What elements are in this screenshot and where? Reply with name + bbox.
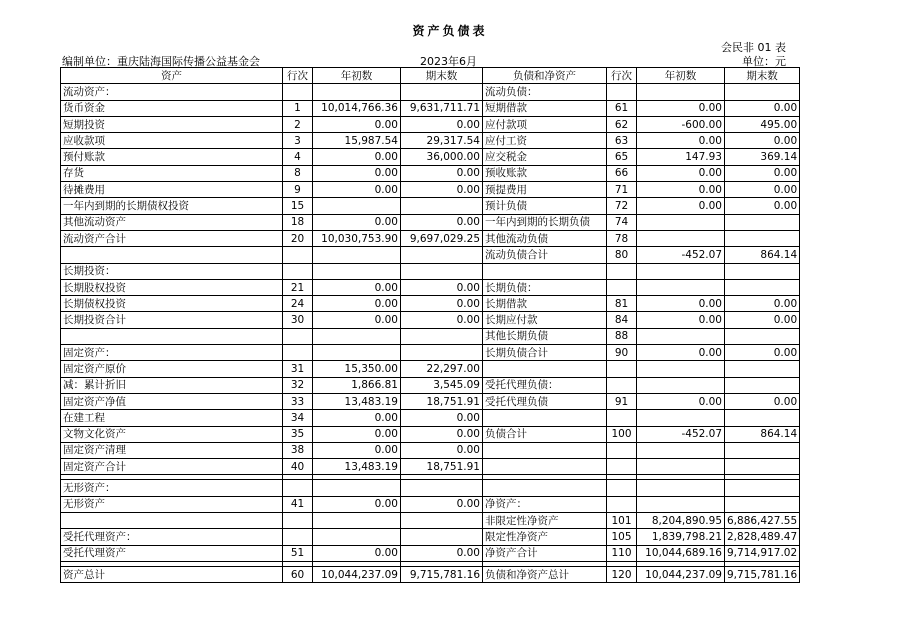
liability-line-cell: 91 — [607, 393, 637, 409]
asset-line-cell: 15 — [283, 198, 313, 214]
asset-closing-cell — [401, 328, 483, 344]
liability-item-cell: 限定性净资产 — [483, 529, 607, 545]
asset-closing-cell: 18,751.91 — [401, 393, 483, 409]
liability-line-cell: 65 — [607, 149, 637, 165]
liability-opening-cell: 8,204,890.95 — [637, 513, 725, 529]
liability-closing-cell: 0.00 — [725, 100, 800, 116]
liability-item-cell: 净资产： — [483, 496, 607, 512]
liability-opening-cell: 0.00 — [637, 296, 725, 312]
asset-line-cell: 35 — [283, 426, 313, 442]
asset-opening-cell: 15,987.54 — [313, 133, 401, 149]
liability-opening-cell — [637, 263, 725, 279]
asset-closing-cell: 9,697,029.25 — [401, 230, 483, 246]
liability-opening-cell — [637, 230, 725, 246]
liability-closing-cell — [725, 496, 800, 512]
report-title: 资产负债表 — [412, 24, 488, 38]
asset-line-cell: 41 — [283, 496, 313, 512]
liability-closing-cell — [725, 480, 800, 496]
asset-opening-cell: 0.00 — [313, 442, 401, 458]
liability-line-cell: 110 — [607, 545, 637, 561]
liability-closing-cell: 0.00 — [725, 312, 800, 328]
liability-item-cell: 预收账款 — [483, 165, 607, 181]
liability-closing-cell: 0.00 — [725, 182, 800, 198]
asset-closing-cell: 0.00 — [401, 214, 483, 230]
asset-line-cell: 1 — [283, 100, 313, 116]
liability-item-cell — [483, 361, 607, 377]
liability-opening-cell: 10,044,237.09 — [637, 566, 725, 582]
liability-line-cell: 84 — [607, 312, 637, 328]
table-row — [61, 279, 800, 295]
table-row — [61, 361, 800, 377]
liability-line-cell: 78 — [607, 230, 637, 246]
table-row — [61, 100, 800, 116]
liability-item-cell — [483, 459, 607, 475]
liability-item-cell — [483, 480, 607, 496]
asset-item-cell: 固定资产清理 — [61, 442, 283, 458]
liability-line-cell: 105 — [607, 529, 637, 545]
asset-closing-cell — [401, 247, 483, 263]
liability-closing-cell: 495.00 — [725, 116, 800, 132]
asset-item-cell: 无形资产： — [61, 480, 283, 496]
liability-line-cell: 101 — [607, 513, 637, 529]
asset-opening-cell: 10,044,237.09 — [313, 566, 401, 582]
liability-closing-cell — [725, 377, 800, 393]
asset-closing-cell — [401, 198, 483, 214]
asset-opening-cell: 15,350.00 — [313, 361, 401, 377]
liability-opening-cell: 0.00 — [637, 165, 725, 181]
table-row — [61, 247, 800, 263]
asset-line-cell: 31 — [283, 361, 313, 377]
liability-opening-cell: 147.93 — [637, 149, 725, 165]
liability-opening-cell: 1,839,798.21 — [637, 529, 725, 545]
liability-opening-cell — [637, 84, 725, 100]
asset-item-cell: 流动资产合计 — [61, 230, 283, 246]
currency-unit: 单位：元 — [742, 55, 786, 68]
asset-opening-cell: 10,014,766.36 — [313, 100, 401, 116]
table-row — [61, 263, 800, 279]
asset-line-cell: 38 — [283, 442, 313, 458]
table-row — [61, 496, 800, 512]
asset-item-cell: 存货 — [61, 165, 283, 181]
asset-opening-cell — [313, 328, 401, 344]
asset-closing-cell: 0.00 — [401, 496, 483, 512]
asset-closing-cell: 18,751.91 — [401, 459, 483, 475]
asset-item-cell: 预付账款 — [61, 149, 283, 165]
table-row — [61, 165, 800, 181]
asset-line-cell: 34 — [283, 410, 313, 426]
liability-closing-cell — [725, 214, 800, 230]
liability-item-cell: 应付工资 — [483, 133, 607, 149]
asset-opening-cell — [313, 529, 401, 545]
liability-item-cell — [483, 442, 607, 458]
header-assets: 资产 — [61, 68, 283, 84]
asset-item-cell: 固定资产净值 — [61, 393, 283, 409]
asset-item-cell: 在建工程 — [61, 410, 283, 426]
liability-line-cell — [607, 84, 637, 100]
asset-closing-cell — [401, 480, 483, 496]
asset-line-cell — [283, 529, 313, 545]
asset-closing-cell — [401, 263, 483, 279]
asset-opening-cell: 13,483.19 — [313, 393, 401, 409]
table-row — [61, 182, 800, 198]
asset-item-cell: 长期债权投资 — [61, 296, 283, 312]
asset-opening-cell: 0.00 — [313, 116, 401, 132]
asset-closing-cell: 0.00 — [401, 296, 483, 312]
table-row — [61, 133, 800, 149]
liability-closing-cell: 369.14 — [725, 149, 800, 165]
asset-opening-cell: 0.00 — [313, 214, 401, 230]
liability-closing-cell — [725, 230, 800, 246]
liability-opening-cell: -600.00 — [637, 116, 725, 132]
asset-line-cell: 33 — [283, 393, 313, 409]
asset-item-cell: 应收款项 — [61, 133, 283, 149]
liability-line-cell: 80 — [607, 247, 637, 263]
liability-line-cell: 62 — [607, 116, 637, 132]
liability-closing-cell: 6,886,427.55 — [725, 513, 800, 529]
liability-item-cell: 受托代理负债 — [483, 393, 607, 409]
header-liabilities: 负债和净资产 — [483, 68, 607, 84]
liability-closing-cell: 9,714,917.02 — [725, 545, 800, 561]
liability-item-cell: 受托代理负债： — [483, 377, 607, 393]
asset-opening-cell: 0.00 — [313, 545, 401, 561]
asset-item-cell: 受托代理资产： — [61, 529, 283, 545]
liability-closing-cell — [725, 328, 800, 344]
table-row — [61, 214, 800, 230]
report-period: 2023年6月 — [420, 55, 477, 68]
balance-sheet-table — [60, 67, 800, 583]
asset-line-cell: 24 — [283, 296, 313, 312]
asset-opening-cell: 0.00 — [313, 426, 401, 442]
liability-line-cell: 81 — [607, 296, 637, 312]
liability-opening-cell: -452.07 — [637, 247, 725, 263]
liability-opening-cell: 0.00 — [637, 133, 725, 149]
table-row — [61, 345, 800, 361]
asset-item-cell: 固定资产合计 — [61, 459, 283, 475]
table-row — [61, 513, 800, 529]
liability-item-cell: 短期借款 — [483, 100, 607, 116]
asset-item-cell: 固定资产： — [61, 345, 283, 361]
liability-item-cell: 应交税金 — [483, 149, 607, 165]
asset-item-cell: 待摊费用 — [61, 182, 283, 198]
table-row — [61, 480, 800, 496]
table-row — [61, 393, 800, 409]
liability-item-cell: 负债合计 — [483, 426, 607, 442]
asset-line-cell: 60 — [283, 566, 313, 582]
liability-item-cell — [483, 263, 607, 279]
asset-line-cell — [283, 263, 313, 279]
table-row — [61, 328, 800, 344]
table-row — [61, 296, 800, 312]
asset-item-cell — [61, 247, 283, 263]
liability-opening-cell — [637, 459, 725, 475]
liability-opening-cell: 0.00 — [637, 198, 725, 214]
asset-item-cell: 长期投资合计 — [61, 312, 283, 328]
liability-opening-cell: 0.00 — [637, 345, 725, 361]
liability-item-cell — [483, 410, 607, 426]
asset-closing-cell: 0.00 — [401, 165, 483, 181]
asset-item-cell: 其他流动资产 — [61, 214, 283, 230]
asset-closing-cell: 0.00 — [401, 426, 483, 442]
asset-closing-cell: 0.00 — [401, 312, 483, 328]
asset-closing-cell: 3,545.09 — [401, 377, 483, 393]
asset-item-cell: 短期投资 — [61, 116, 283, 132]
liability-closing-cell: 864.14 — [725, 247, 800, 263]
liability-line-cell — [607, 410, 637, 426]
liability-item-cell: 预计负债 — [483, 198, 607, 214]
table-row — [61, 149, 800, 165]
liability-opening-cell: 0.00 — [637, 312, 725, 328]
asset-closing-cell: 0.00 — [401, 182, 483, 198]
asset-closing-cell: 9,715,781.16 — [401, 566, 483, 582]
asset-item-cell — [61, 513, 283, 529]
liability-item-cell: 其他长期负债 — [483, 328, 607, 344]
header-line-no: 行次 — [283, 68, 313, 84]
table-row — [61, 442, 800, 458]
liability-line-cell — [607, 377, 637, 393]
asset-closing-cell: 0.00 — [401, 410, 483, 426]
liability-line-cell: 120 — [607, 566, 637, 582]
liability-line-cell: 71 — [607, 182, 637, 198]
liability-opening-cell — [637, 377, 725, 393]
asset-line-cell: 8 — [283, 165, 313, 181]
asset-line-cell: 51 — [283, 545, 313, 561]
asset-item-cell: 固定资产原价 — [61, 361, 283, 377]
asset-line-cell: 21 — [283, 279, 313, 295]
liability-closing-cell — [725, 279, 800, 295]
asset-item-cell: 受托代理资产 — [61, 545, 283, 561]
liability-opening-cell: 0.00 — [637, 182, 725, 198]
asset-closing-cell — [401, 529, 483, 545]
liability-opening-cell: 0.00 — [637, 100, 725, 116]
liability-opening-cell — [637, 442, 725, 458]
liability-line-cell: 63 — [607, 133, 637, 149]
liability-closing-cell — [725, 410, 800, 426]
liability-opening-cell: 10,044,689.16 — [637, 545, 725, 561]
asset-line-cell — [283, 328, 313, 344]
asset-closing-cell: 29,317.54 — [401, 133, 483, 149]
asset-opening-cell: 0.00 — [313, 182, 401, 198]
liability-closing-cell: 9,715,781.16 — [725, 566, 800, 582]
asset-line-cell: 18 — [283, 214, 313, 230]
asset-line-cell — [283, 84, 313, 100]
asset-line-cell — [283, 480, 313, 496]
asset-closing-cell: 9,631,711.71 — [401, 100, 483, 116]
asset-line-cell: 20 — [283, 230, 313, 246]
liability-opening-cell — [637, 279, 725, 295]
table-row — [61, 529, 800, 545]
liability-item-cell: 长期负债： — [483, 279, 607, 295]
liability-opening-cell — [637, 328, 725, 344]
asset-opening-cell — [313, 513, 401, 529]
asset-closing-cell: 0.00 — [401, 116, 483, 132]
liability-closing-cell — [725, 442, 800, 458]
asset-line-cell: 32 — [283, 377, 313, 393]
asset-line-cell: 4 — [283, 149, 313, 165]
asset-opening-cell: 0.00 — [313, 149, 401, 165]
liability-opening-cell — [637, 480, 725, 496]
asset-line-cell — [283, 247, 313, 263]
asset-item-cell: 文物文化资产 — [61, 426, 283, 442]
asset-closing-cell: 22,297.00 — [401, 361, 483, 377]
header-closing: 期末数 — [401, 68, 483, 84]
organization-label: 编制单位：重庆陆海国际传播公益基金会 — [62, 55, 260, 68]
asset-line-cell — [283, 513, 313, 529]
asset-item-cell: 货币资金 — [61, 100, 283, 116]
liability-line-cell: 72 — [607, 198, 637, 214]
asset-item-cell — [61, 328, 283, 344]
asset-closing-cell: 0.00 — [401, 442, 483, 458]
liability-item-cell: 净资产合计 — [483, 545, 607, 561]
form-code: 会民非 01 表 — [721, 41, 786, 54]
liability-opening-cell: 0.00 — [637, 393, 725, 409]
asset-item-cell: 长期投资： — [61, 263, 283, 279]
liability-closing-cell: 0.00 — [725, 165, 800, 181]
liability-line-cell: 100 — [607, 426, 637, 442]
asset-opening-cell: 0.00 — [313, 496, 401, 512]
table-row — [61, 545, 800, 561]
liability-line-cell: 66 — [607, 165, 637, 181]
liability-opening-cell — [637, 361, 725, 377]
liability-line-cell — [607, 442, 637, 458]
asset-line-cell: 3 — [283, 133, 313, 149]
liability-closing-cell: 864.14 — [725, 426, 800, 442]
asset-item-cell: 流动资产： — [61, 84, 283, 100]
liability-item-cell: 其他流动负债 — [483, 230, 607, 246]
asset-line-cell: 40 — [283, 459, 313, 475]
liability-item-cell: 长期借款 — [483, 296, 607, 312]
asset-item-cell: 减：累计折旧 — [61, 377, 283, 393]
table-row — [61, 84, 800, 100]
liability-closing-cell — [725, 263, 800, 279]
asset-opening-cell — [313, 84, 401, 100]
liability-item-cell: 应付款项 — [483, 116, 607, 132]
liability-opening-cell: -452.07 — [637, 426, 725, 442]
table-row — [61, 377, 800, 393]
table-header-row — [61, 68, 800, 84]
table-row — [61, 426, 800, 442]
asset-closing-cell — [401, 84, 483, 100]
liability-closing-cell: 0.00 — [725, 198, 800, 214]
liability-closing-cell — [725, 361, 800, 377]
table-row — [61, 566, 800, 582]
asset-closing-cell: 0.00 — [401, 545, 483, 561]
asset-opening-cell: 1,866.81 — [313, 377, 401, 393]
header-line-no-2: 行次 — [607, 68, 637, 84]
asset-item-cell: 无形资产 — [61, 496, 283, 512]
asset-item-cell: 资产总计 — [61, 566, 283, 582]
asset-closing-cell: 36,000.00 — [401, 149, 483, 165]
liability-item-cell: 一年内到期的长期负债 — [483, 214, 607, 230]
table-row — [61, 230, 800, 246]
liability-closing-cell: 0.00 — [725, 133, 800, 149]
asset-opening-cell — [313, 263, 401, 279]
liability-item-cell: 长期负债合计 — [483, 345, 607, 361]
asset-opening-cell — [313, 345, 401, 361]
table-row — [61, 116, 800, 132]
asset-item-cell: 长期股权投资 — [61, 279, 283, 295]
asset-opening-cell: 0.00 — [313, 296, 401, 312]
header-closing-2: 期末数 — [725, 68, 800, 84]
asset-line-cell: 30 — [283, 312, 313, 328]
asset-closing-cell — [401, 345, 483, 361]
liability-line-cell: 61 — [607, 100, 637, 116]
asset-opening-cell: 0.00 — [313, 279, 401, 295]
header-opening-2: 年初数 — [637, 68, 725, 84]
header-opening: 年初数 — [313, 68, 401, 84]
asset-closing-cell: 0.00 — [401, 279, 483, 295]
liability-item-cell: 非限定性净资产 — [483, 513, 607, 529]
table-row — [61, 198, 800, 214]
liability-item-cell: 长期应付款 — [483, 312, 607, 328]
asset-opening-cell: 13,483.19 — [313, 459, 401, 475]
liability-item-cell: 流动负债： — [483, 84, 607, 100]
table-row — [61, 410, 800, 426]
liability-line-cell — [607, 480, 637, 496]
liability-item-cell: 流动负债合计 — [483, 247, 607, 263]
asset-opening-cell: 0.00 — [313, 312, 401, 328]
asset-line-cell: 2 — [283, 116, 313, 132]
liability-closing-cell — [725, 459, 800, 475]
asset-line-cell — [283, 345, 313, 361]
liability-closing-cell: 0.00 — [725, 393, 800, 409]
asset-opening-cell: 0.00 — [313, 165, 401, 181]
asset-closing-cell — [401, 513, 483, 529]
liability-closing-cell: 0.00 — [725, 296, 800, 312]
asset-opening-cell — [313, 247, 401, 263]
liability-item-cell: 负债和净资产总计 — [483, 566, 607, 582]
liability-closing-cell: 0.00 — [725, 345, 800, 361]
asset-opening-cell — [313, 480, 401, 496]
asset-opening-cell: 0.00 — [313, 410, 401, 426]
liability-line-cell — [607, 279, 637, 295]
liability-line-cell — [607, 263, 637, 279]
liability-opening-cell — [637, 214, 725, 230]
liability-line-cell: 74 — [607, 214, 637, 230]
asset-opening-cell: 10,030,753.90 — [313, 230, 401, 246]
liability-closing-cell — [725, 84, 800, 100]
asset-line-cell: 9 — [283, 182, 313, 198]
liability-line-cell: 90 — [607, 345, 637, 361]
liability-closing-cell: 2,828,489.47 — [725, 529, 800, 545]
liability-line-cell — [607, 496, 637, 512]
liability-line-cell — [607, 459, 637, 475]
liability-item-cell: 预提费用 — [483, 182, 607, 198]
liability-opening-cell — [637, 410, 725, 426]
liability-line-cell: 88 — [607, 328, 637, 344]
asset-opening-cell — [313, 198, 401, 214]
table-row — [61, 312, 800, 328]
liability-line-cell — [607, 361, 637, 377]
liability-opening-cell — [637, 496, 725, 512]
table-row — [61, 459, 800, 475]
asset-item-cell: 一年内到期的长期债权投资 — [61, 198, 283, 214]
